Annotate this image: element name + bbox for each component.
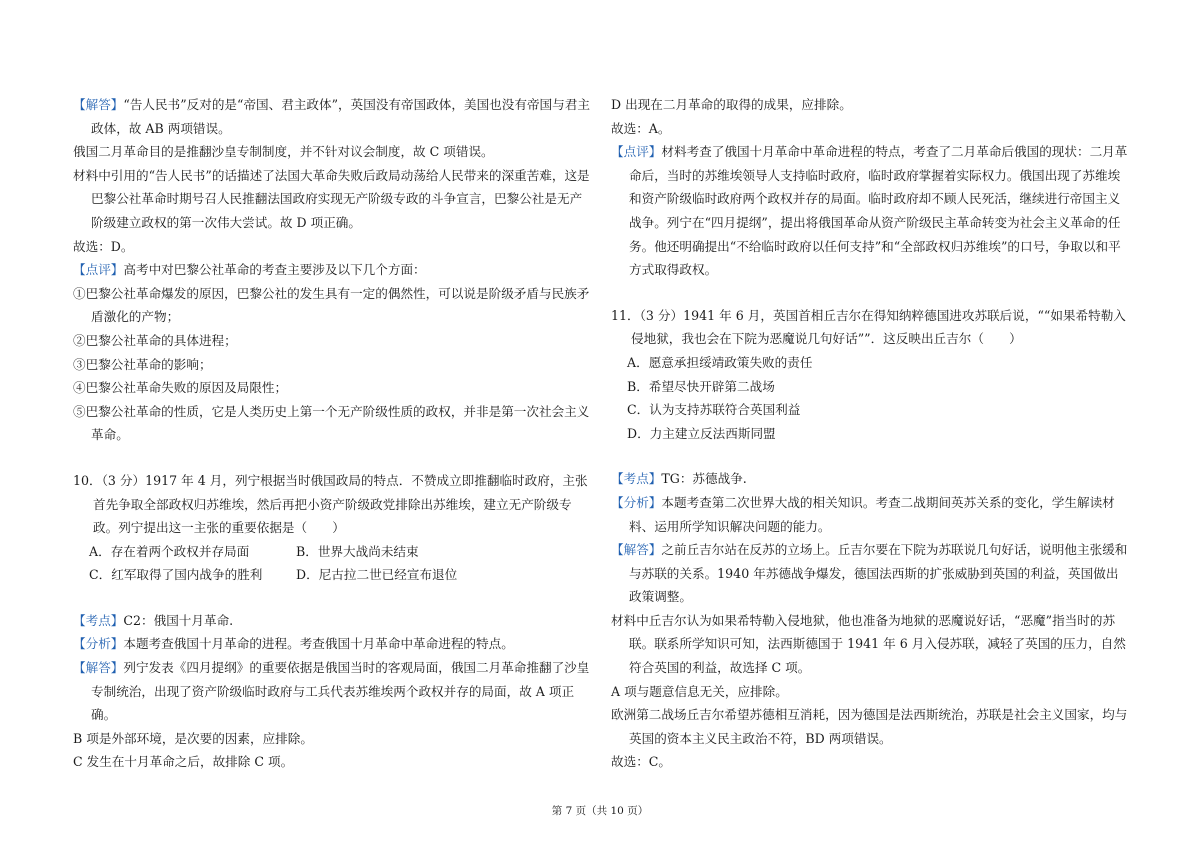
option-d: D．力主建立反法西斯同盟 <box>627 425 776 441</box>
dianping-text: 高考中对巴黎公社革命的考查主要涉及以下几个方面： <box>123 262 426 278</box>
option-d: D．尼古拉二世已经宣布退位 <box>296 567 458 583</box>
dianping-tag: 【点评】 <box>73 262 124 278</box>
jieda-text: “告人民书”反对的是“帝国、君主政体”，英国没有帝国政体，美国也没有帝国与君主政体，故 AB 两项错误。 <box>91 97 590 136</box>
jieda-tag: 【解答】 <box>73 660 124 676</box>
dianping-tag: 【点评】 <box>611 144 662 160</box>
kaodian-paragraph <box>611 467 1131 491</box>
right-column <box>611 93 1131 774</box>
left-column <box>73 93 593 774</box>
jieda-tag: 【解答】 <box>611 542 662 558</box>
fenxi-text: 本题考查第二次世界大战的相关知识。考查二战期间英苏关系的变化，学生解读材料、运用所学知识解决问题的能力。 <box>629 494 1115 534</box>
fenxi-tag: 【分析】 <box>611 494 662 510</box>
kaodian-tag: 【考点】 <box>73 612 124 628</box>
paragraph: D 出现在二月革命的取得的成果，应排除。 <box>611 97 852 112</box>
answer-line: 故选：C。 <box>611 754 672 770</box>
dianping-text: 材料考查了俄国十月革命中革命进程的特点，考查了二月革命后俄国的现状：二月革命后，当时的苏维埃领导人支持临时政府，临时政府掌握着实际权力。俄国出现了苏维埃和资产阶级临时政府两个政权并存的局面。临时政府却不顾人民死活，继续进行帝国主义战争。列宁在“四月提纲”，提出将俄国革命从资产阶级民主革命转变为社会主义革命的任务。他还明确提出“不给临时政府以任何支持”和“全部政权归苏维埃”的口号，争取以和平方式取得政权。 <box>629 144 1128 278</box>
answer-line: 故选：D。 <box>73 238 134 254</box>
option-row <box>89 563 593 587</box>
paragraph: C 发生在十月革命之后，故排除 C 项。 <box>73 754 294 770</box>
jieda-text: 之前丘吉尔站在反苏的立场上。丘吉尔要在下院为苏联说几句好话，说明他主张缓和与苏联的关系。1940 年苏德战争爆发，德国法西斯的扩张威胁到英国的利益，英国做出政策调整。 <box>629 542 1128 605</box>
kaodian-paragraph <box>73 609 593 633</box>
point-item: ④巴黎公社革命失败的原因及局限性； <box>73 380 288 396</box>
option-a: A．愿意承担绥靖政策失败的责任 <box>627 354 813 370</box>
option-c: C．认为支持苏联符合英国利益 <box>627 402 801 418</box>
jieda-tag: 【解答】 <box>73 97 124 112</box>
paragraph: 俄国二月革命目的是推翻沙皇专制制度，并不针对议会制度，故 C 项错误。 <box>73 144 494 160</box>
point-item: ①巴黎公社革命爆发的原因，巴黎公社的发生具有一定的偶然性，可以说是阶级矛盾与民族矛盾激化的产物； <box>73 285 590 325</box>
kaodian-tag: 【考点】 <box>611 471 662 487</box>
dianping-paragraph <box>73 258 593 282</box>
question-options <box>73 540 593 587</box>
option-b: B．世界大战尚未结束 <box>296 543 419 559</box>
point-item: ②巴黎公社革命的具体进程； <box>73 332 237 348</box>
page-number: 第 7 页（共 10 页） <box>551 805 649 817</box>
paragraph: 材料中引用的“告人民书”的话描述了法国大革命失败后政局动荡给人民带来的深重苦难，这是巴黎公社革命时期号召人民推翻法国政府实现无产阶级专政的斗争宣言，巴黎公社是无产阶级建立政权的第一次伟大尝试。故 D 项正确。 <box>73 167 590 230</box>
paragraph: A 项与题意信息无关，应排除。 <box>611 683 788 699</box>
option-b: B．希望尽快开辟第二战场 <box>627 378 775 394</box>
paragraph: 材料中丘吉尔认为如果希特勒入侵地狱，他也准备为地狱的恶魔说好话，“恶魔”指当时的苏联。联系所学知识可知，法西斯德国于 1941 年 6 月入侵苏联，减轻了英国的压力，自然符合英国的利益，故选择 C 项。 <box>611 612 1126 676</box>
answer-line: 故选：A。 <box>611 120 671 136</box>
fenxi-text: 本题考查俄国十月革命的进程。考查俄国十月革命中革命进程的特点。 <box>123 636 514 652</box>
spacer <box>73 587 593 609</box>
point-item: ⑤巴黎公社革命的性质，它是人类历史上第一个无产阶级性质的政权，并非是第一次社会主义革命。 <box>73 403 590 443</box>
spacer <box>611 445 1131 467</box>
kaodian-text: TG：苏德战争. <box>661 471 747 487</box>
paragraph: B 项是外部环境，是次要的因素，应排除。 <box>73 730 313 746</box>
paragraph: 欧洲第二战场丘吉尔希望苏德相互消耗，因为德国是法西斯统治，苏联是社会主义国家，均与英国的资本主义民主政治不符，BD 两项错误。 <box>611 707 1128 746</box>
question-options <box>611 351 1131 445</box>
fenxi-paragraph <box>73 632 593 656</box>
fenxi-tag: 【分析】 <box>73 636 124 652</box>
question-stem: 11．（3 分）1941 年 6 月，英国首相丘吉尔在得知纳粹德国进攻苏联后说，““如果希特勒入侵地狱，我也会在下院为恶魔说几句好话””．这反映出丘吉尔（ ） <box>611 307 1126 347</box>
jieda-paragraph <box>73 93 593 140</box>
fenxi-paragraph <box>611 491 1131 538</box>
spacer <box>611 282 1131 304</box>
dianping-paragraph <box>611 140 1131 282</box>
kaodian-text: C2：俄国十月革命. <box>123 612 234 628</box>
question-stem: 10．（3 分）1917 年 4 月，列宁根据当时俄国政局的特点．不赞成立即推翻临时政府，主张首先争取全部政权归苏维埃，然后再把小资产阶级政党排除出苏维埃，建立无产阶级专政。列宁提出这一主张的重要依据是（ ） <box>73 472 588 536</box>
jieda-paragraph <box>73 656 593 727</box>
jieda-paragraph <box>611 538 1131 609</box>
point-item: ③巴黎公社革命的影响； <box>73 356 212 372</box>
option-c: C．红军取得了国内战争的胜利 <box>89 567 263 583</box>
option-row <box>89 540 593 564</box>
spacer <box>73 447 593 469</box>
option-a: A．存在着两个政权并存局面 <box>89 543 250 559</box>
jieda-text: 列宁发表《四月提纲》的重要依据是俄国当时的客观局面，俄国二月革命推翻了沙皇专制统治，出现了资产阶级临时政府与工兵代表苏维埃两个政权并存的局面，故 A 项正确。 <box>91 660 590 723</box>
